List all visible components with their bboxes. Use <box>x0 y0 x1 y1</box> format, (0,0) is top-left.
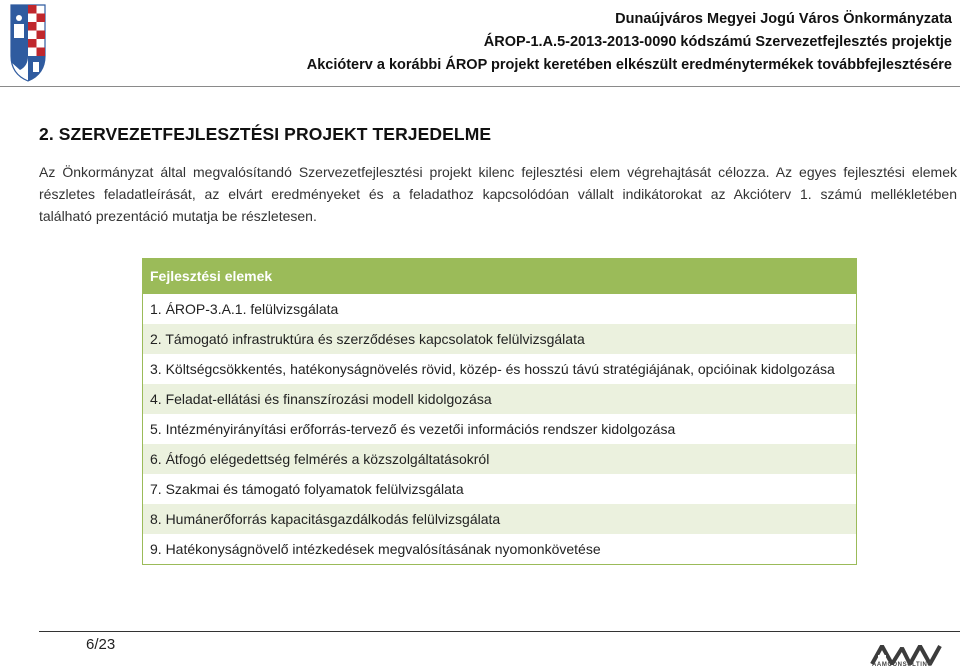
table-row: 2. Támogató infrastruktúra és szerződéses kapcsolatok felülvizsgálata <box>150 331 585 347</box>
table-row: 3. Költségcsökkentés, hatékonyságnövelés rövid, közép- és hosszú távú stratégiájának, opcióinak kidolgozása <box>143 354 856 384</box>
paragraph-line: található prezentáció mutatja be részletesen. <box>39 208 317 224</box>
page-number: 6/23 <box>86 636 116 653</box>
table-row: 5. Intézményirányítási erőforrás-tervező és vezetői információs rendszer kidolgozása <box>143 414 856 444</box>
table-row: 4. Feladat-ellátási és finanszírozási modell kidolgozása <box>150 391 492 407</box>
table-row: 9. Hatékonyságnövelő intézkedések megvalósításának nyomonkövetése <box>143 534 856 564</box>
header-divider <box>0 86 960 87</box>
development-elements-table <box>142 258 857 565</box>
table-header: Fejlesztési elemek <box>143 259 856 294</box>
section-title: 2. SZERVEZETFEJLESZTÉSI PROJEKT TERJEDELME <box>39 124 492 144</box>
paragraph-line: részletes feladatleírását, az elvárt eredményeket és a feladathoz kapcsolódóan vállalt indikátorokat az Akcióterv 1. számú mellékletében <box>39 186 957 202</box>
coat-of-arms-icon <box>10 4 46 82</box>
paragraph-line: Az Önkormányzat által megvalósítandó Szervezetfejlesztési projekt kilenc fejlesztési elem végrehajtását célozza. Az egyes fejlesztési elemek <box>39 164 957 180</box>
table-row: 7. Szakmai és támogató folyamatok felülvizsgálata <box>143 474 856 504</box>
table-row: 8. Humánerőforrás kapacitásgazdálkodás felülvizsgálata <box>150 511 501 527</box>
document-header <box>307 8 952 77</box>
header-organization: Dunaújváros Megyei Jogú Város Önkormányzata <box>615 11 952 27</box>
header-project-code: ÁROP-1.A.5-2013-2013-0090 kódszámú Szervezetfejlesztés projektje <box>483 34 952 50</box>
table-row: 6. Átfogó elégedettség felmérés a közszolgáltatásokról <box>150 451 490 467</box>
intro-paragraph <box>39 161 957 227</box>
header-document-title: Akcióterv a korábbi ÁROP projekt keretében elkészült eredménytermékek továbbfejlesztésére <box>306 57 952 73</box>
footer-divider <box>39 631 960 632</box>
table-row: 1. ÁROP-3.A.1. felülvizsgálata <box>143 294 856 324</box>
logo-wordmark: AAMCONSULTING <box>872 662 933 668</box>
